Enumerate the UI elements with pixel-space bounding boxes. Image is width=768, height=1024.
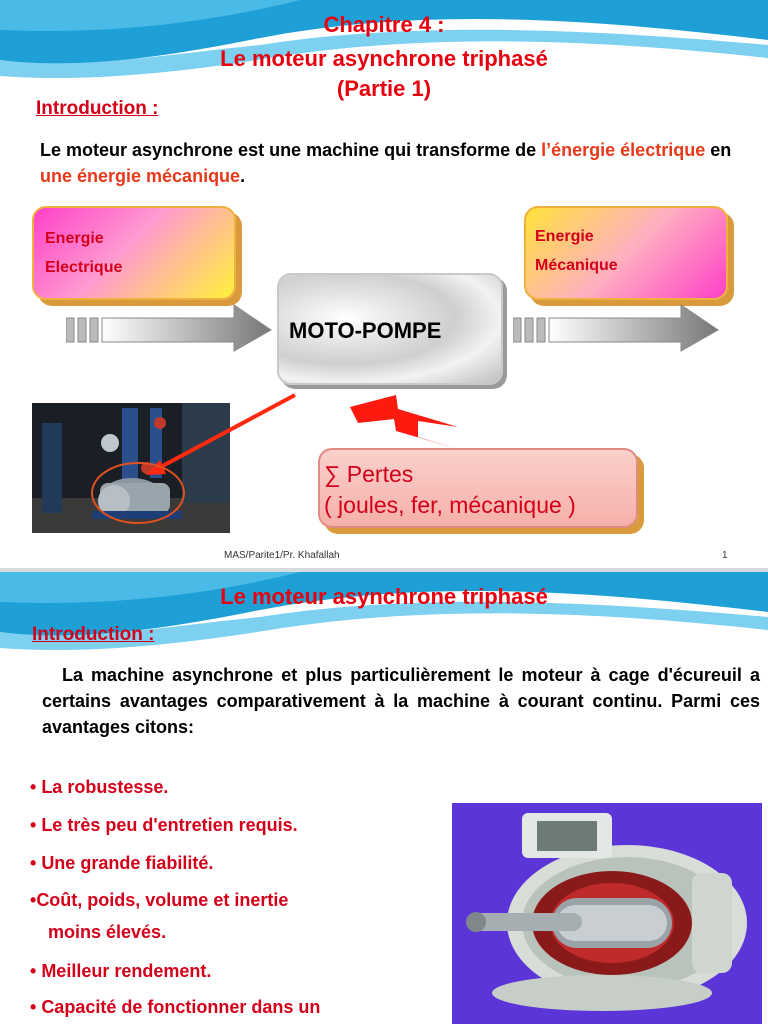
energy-mechanical-label-1: Energie	[535, 228, 594, 245]
slide-title-line-2: Le moteur asynchrone triphasé	[220, 46, 548, 71]
energy-electric-label-2: Electrique	[45, 259, 123, 276]
bullet-item: • Capacité de fonctionner dans un	[30, 997, 321, 1017]
lightning-icon	[348, 393, 463, 451]
slide-title: Le moteur asynchrone triphasé	[220, 584, 548, 609]
paragraph-text: .	[240, 166, 246, 186]
bullet-item: • Une grande fiabilité.	[30, 853, 214, 873]
highlight-ellipse	[88, 458, 188, 528]
footer-text: MAS/Parite1/Pr. Khafallah	[224, 550, 340, 561]
arrow-right-right	[513, 303, 723, 353]
paragraph-highlight-2: une énergie mécanique	[40, 166, 241, 186]
losses-line-1: ∑ Pertes	[324, 461, 414, 487]
arrow-right-left	[66, 303, 276, 353]
bullet-text: La robustesse.	[41, 777, 169, 797]
bullet-text: Une grande fiabilité.	[41, 853, 214, 873]
intro-heading: Introduction :	[36, 98, 159, 119]
losses-line-2: ( joules, fer, mécanique )	[324, 492, 576, 518]
page-number: 1	[722, 550, 728, 561]
intro-paragraph: La machine asynchrone et plus particulièrement le moteur à cage d'écureuil a certains avantages comparativement à la machine à courant continu. Parmi ces avantages citons:	[42, 665, 760, 737]
bullet-text: Le très peu d'entretien requis.	[41, 815, 298, 835]
bullet-text: Meilleur rendement.	[41, 961, 212, 981]
paragraph-highlight-1: l’énergie électrique	[541, 140, 706, 160]
slide-2	[0, 572, 768, 1024]
motor-cutaway-image	[452, 803, 762, 1024]
bullet-item: • La robustesse.	[30, 777, 169, 797]
bullet-continuation: moins élevés.	[48, 922, 167, 942]
bullet-item: • Meilleur rendement.	[30, 961, 212, 981]
bullet-item: • Le très peu d'entretien requis.	[30, 815, 298, 835]
paragraph-text: en	[705, 140, 732, 160]
bullet-text: Coût, poids, volume et inertie	[36, 890, 289, 910]
energy-electric-label-1: Energie	[45, 230, 104, 247]
slide-title-line-1: Chapitre 4 :	[323, 12, 445, 37]
intro-heading: Introduction :	[32, 624, 155, 645]
bullet-item: •Coût, poids, volume et inertie	[30, 890, 289, 910]
slide-title-line-3: (Partie 1)	[336, 76, 432, 101]
paragraph-text: Le moteur asynchrone est une machine qui transforme de	[40, 140, 542, 160]
intro-paragraph	[40, 137, 740, 189]
moto-pompe-label: MOTO-POMPE	[289, 318, 442, 343]
bullet-text: Capacité de fonctionner dans un	[41, 997, 321, 1017]
energy-mechanical-label-2: Mécanique	[535, 257, 618, 274]
